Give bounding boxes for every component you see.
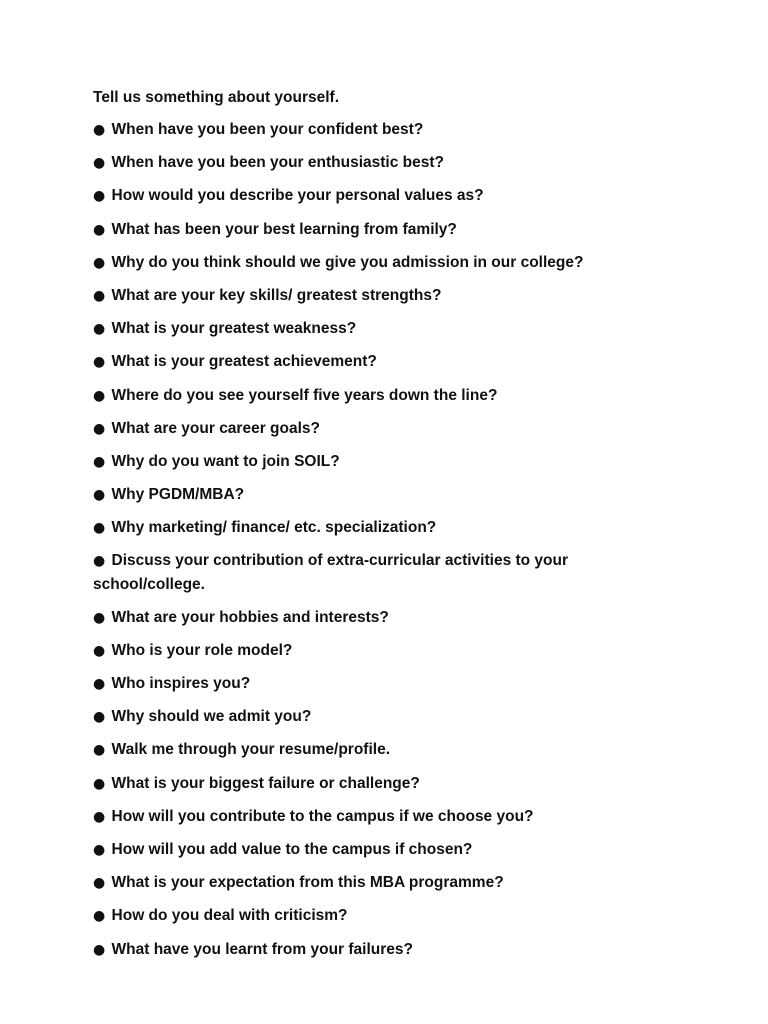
question-text: What are your hobbies and interests? <box>111 608 389 626</box>
question-text: How will you contribute to the campus if we choose you? <box>111 807 534 825</box>
question-item <box>93 251 653 275</box>
question-item <box>93 450 653 474</box>
bullet-icon: ● <box>93 188 106 205</box>
question-item <box>93 672 653 696</box>
question-item <box>93 516 653 540</box>
bullet-icon: ● <box>93 775 106 792</box>
bullet-icon: ● <box>93 155 106 172</box>
bullet-icon: ● <box>93 609 106 626</box>
question-item <box>93 705 653 729</box>
document-page <box>93 86 653 971</box>
question-item <box>93 938 653 962</box>
question-item <box>93 904 653 928</box>
question-text: Where do you see yourself five years down the line? <box>111 386 498 404</box>
question-text: When have you been your enthusiastic best? <box>111 154 444 172</box>
bullet-icon: ● <box>93 742 106 759</box>
question-item <box>93 772 653 796</box>
question-text: When have you been your confident best? <box>111 121 424 138</box>
question-text: What is your greatest achievement? <box>111 353 377 371</box>
bullet-icon: ● <box>93 553 106 570</box>
question-text: What is your biggest failure or challenge? <box>111 774 420 792</box>
question-text: Why do you want to join SOIL? <box>111 452 340 470</box>
question-item <box>93 606 653 630</box>
bullet-icon: ● <box>93 520 106 537</box>
bullet-icon: ● <box>93 287 106 304</box>
bullet-icon: ● <box>93 387 106 404</box>
bullet-icon: ● <box>93 487 106 504</box>
question-item <box>93 350 653 374</box>
bullet-icon: ● <box>93 321 106 338</box>
bullet-icon: ● <box>93 676 106 692</box>
bullet-icon: ● <box>93 453 106 470</box>
question-item <box>93 871 653 895</box>
bullet-icon: ● <box>93 221 106 238</box>
question-item <box>93 317 653 341</box>
question-text: What are your career goals? <box>111 419 320 437</box>
question-item <box>93 184 653 208</box>
question-item <box>93 639 653 663</box>
bullet-icon: ● <box>93 354 106 371</box>
question-item <box>93 384 653 408</box>
question-text: What have you learnt from your failures? <box>111 940 413 958</box>
bullet-icon: ● <box>93 122 106 138</box>
bullet-icon: ● <box>93 254 106 271</box>
question-item <box>93 218 653 242</box>
bullet-icon: ● <box>93 941 106 958</box>
question-text: Who inspires you? <box>111 675 251 692</box>
bullet-icon: ● <box>93 709 106 726</box>
question-item <box>93 838 653 862</box>
bullet-icon: ● <box>93 808 106 825</box>
question-text: Why marketing/ finance/ etc. specialization? <box>111 519 437 537</box>
question-text: Who is your role model? <box>111 641 293 659</box>
question-text: Why should we admit you? <box>111 708 312 726</box>
question-text: How will you add value to the campus if chosen? <box>111 840 473 858</box>
question-item <box>93 118 653 142</box>
bullet-icon: ● <box>93 875 106 892</box>
question-text: What has been your best learning from family? <box>111 220 457 238</box>
intro-heading: Tell us something about yourself. <box>93 89 340 106</box>
question-item <box>93 805 653 829</box>
question-text: Why do you think should we give you admission in our college? <box>111 253 584 271</box>
question-text: What are your key skills/ greatest strengths? <box>111 286 442 304</box>
question-text: How do you deal with criticism? <box>111 907 348 925</box>
question-list <box>93 118 653 962</box>
question-text: Walk me through your resume/profile. <box>111 741 391 759</box>
question-text: What is your greatest weakness? <box>111 320 357 338</box>
question-text: What is your expectation from this MBA programme? <box>111 874 504 892</box>
question-text: Discuss your contribution of extra-curricular activities to your school/college. <box>93 552 569 594</box>
question-item <box>93 738 653 762</box>
question-item <box>93 284 653 308</box>
bullet-icon: ● <box>93 908 106 925</box>
question-text: Why PGDM/MBA? <box>111 486 245 504</box>
question-text: How would you describe your personal values as? <box>111 187 484 205</box>
bullet-icon: ● <box>93 841 106 858</box>
question-item <box>93 417 653 441</box>
question-item <box>93 151 653 175</box>
bullet-icon: ● <box>93 642 106 659</box>
bullet-icon: ● <box>93 420 106 437</box>
question-item <box>93 549 653 596</box>
question-item <box>93 483 653 507</box>
